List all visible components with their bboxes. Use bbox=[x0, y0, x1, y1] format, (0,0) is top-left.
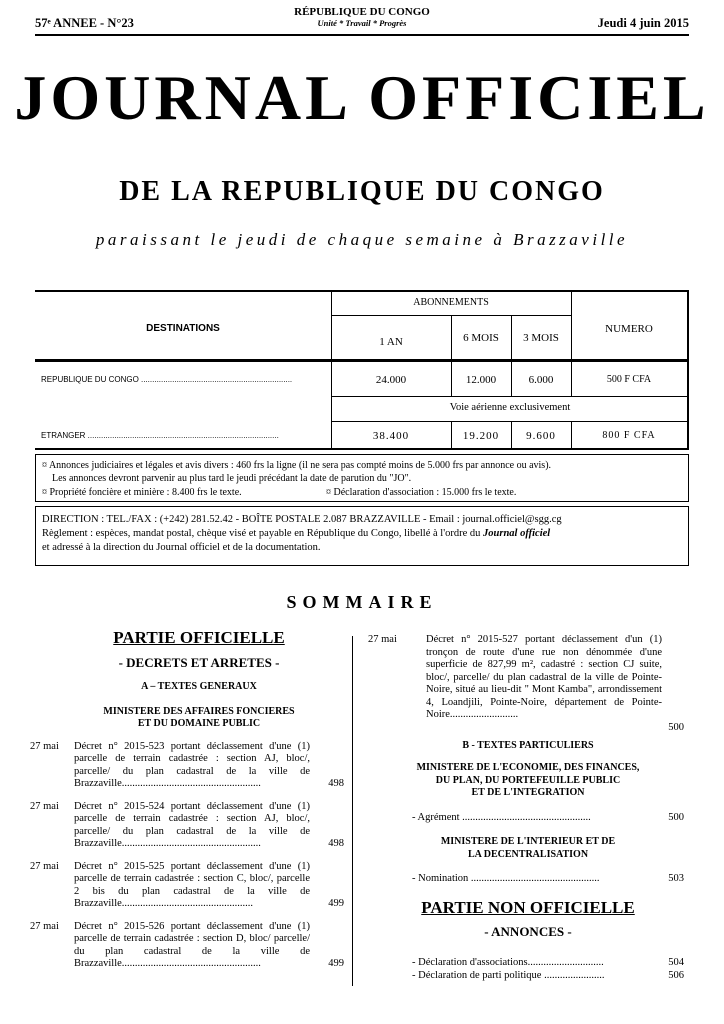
ministere-eco-1: MINISTERE DE L'ECONOMIE, DES FINANCES, bbox=[416, 762, 640, 773]
row-congo-6mois: 12.000 bbox=[465, 374, 497, 386]
national-motto: Unité * Travail * Progrès bbox=[317, 18, 407, 28]
decret-entry bbox=[30, 801, 348, 851]
row-etranger-1an: 38.400 bbox=[372, 430, 410, 442]
issue-number: 57ᵉ ANNEE - N°23 bbox=[35, 16, 134, 30]
subscription-table bbox=[35, 290, 689, 450]
nomination-page: 503 bbox=[668, 873, 684, 884]
decret-entry bbox=[30, 741, 348, 791]
entry-date: 27 mai bbox=[30, 860, 59, 872]
entry-text: Décret n° 2015-524 portant déclassement d'une (1) parcelle de terrain cadastrée : section AJ, bloc/, parcelle/ du plan cadastral de la ville de Brazzaville..................................................... bbox=[74, 800, 310, 849]
issue-date: Jeudi 4 juin 2015 bbox=[597, 16, 689, 30]
direction-contact: DIRECTION : TEL./FAX : (+242) 281.52.42 - BOÎTE POSTALE 2.087 BRAZZAVILLE - Email : journal.officiel@sgg.cg bbox=[42, 514, 562, 525]
column-separator bbox=[352, 636, 353, 986]
ministere-title-1: MINISTERE DES AFFAIRES FONCIERES bbox=[103, 705, 295, 717]
ministere-interieur-2: LA DECENTRALISATION bbox=[467, 848, 589, 860]
entry-date: 27 mai bbox=[30, 800, 59, 812]
entry-page: 499 bbox=[328, 898, 344, 909]
declaration-associations-label: - Déclaration d'associations............................. bbox=[412, 956, 604, 968]
agrement-label: - Agrément ................................................. bbox=[412, 811, 591, 823]
ministere-eco-2: DU PLAN, DU PORTEFEUILLE PUBLIC bbox=[435, 774, 621, 786]
col-3mois: 3 MOIS bbox=[523, 332, 559, 344]
header-rule bbox=[35, 34, 689, 36]
voie-aerienne: Voie aérienne exclusivement bbox=[449, 402, 571, 413]
ministere-title-2: ET DU DOMAINE PUBLIC bbox=[137, 718, 261, 729]
masthead-title: JOURNAL OFFICIEL bbox=[14, 62, 710, 133]
decret-entry bbox=[368, 634, 688, 733]
row-etranger-dest: ETRANGER ...................................................................................... bbox=[41, 431, 279, 440]
decret-entry bbox=[30, 921, 348, 971]
declaration-parti-label: - Déclaration de parti politique ....................... bbox=[412, 970, 605, 981]
row-congo-numero: 500 F CFA bbox=[606, 374, 652, 385]
journal-officiel-ref: Journal officiel bbox=[483, 528, 551, 539]
sommaire-left-column bbox=[30, 628, 348, 971]
numero-header: NUMERO bbox=[605, 323, 653, 335]
ministere-eco-3: ET DE L'INTEGRATION bbox=[471, 787, 585, 798]
ministere-interieur-1: MINISTERE DE L'INTERIEUR ET DE bbox=[440, 836, 616, 847]
entry-date: 27 mai bbox=[368, 634, 397, 645]
annonces-title: - ANNONCES - bbox=[484, 924, 572, 939]
entry-page: 500 bbox=[668, 722, 684, 733]
partie-officielle-title: PARTIE OFFICIELLE bbox=[113, 628, 285, 647]
agrement-page: 500 bbox=[668, 811, 684, 823]
decret-entry bbox=[30, 861, 348, 911]
masthead-tagline: paraissant le jeudi de chaque semaine à Brazzaville bbox=[95, 230, 629, 249]
direction-adresse: et adressé à la direction du Journal officiel et de la documentation. bbox=[42, 542, 321, 553]
nomination-entry bbox=[368, 873, 688, 886]
notice-line-1: ¤ Annonces judiciaires et légales et avis divers : 460 frs la ligne (il ne sera pas compté moins de 5.000 frs par annonce ou avis). bbox=[42, 460, 552, 471]
notice-line-3a: ¤ Propriété foncière et minière : 8.400 frs le texte. bbox=[42, 487, 242, 498]
destinations-header: DESTINATIONS bbox=[146, 323, 220, 334]
entry-page: 499 bbox=[328, 958, 344, 969]
direction-notice bbox=[35, 506, 689, 566]
agrement-entry bbox=[368, 812, 688, 825]
declaration-associations-entry bbox=[368, 957, 688, 970]
sommaire-right-column bbox=[368, 634, 688, 983]
row-etranger-3mois: 9.600 bbox=[526, 430, 556, 442]
partie-non-officielle-title: PARTIE NON OFFICIELLE bbox=[421, 897, 635, 917]
direction-reglement bbox=[42, 527, 550, 541]
country-name: RÉPUBLIQUE DU CONGO bbox=[294, 6, 430, 18]
entry-page: 498 bbox=[328, 838, 344, 849]
decrets-title: - DECRETS ET ARRETES - bbox=[118, 654, 280, 670]
declaration-parti-page: 506 bbox=[668, 970, 684, 981]
entry-page: 498 bbox=[328, 778, 344, 789]
row-congo-3mois: 6.000 bbox=[528, 374, 554, 386]
annonces-notice bbox=[35, 454, 689, 502]
declaration-associations-page: 504 bbox=[668, 956, 684, 968]
col-1an: 1 AN bbox=[379, 336, 403, 348]
row-etranger-6mois: 19.200 bbox=[462, 430, 500, 442]
nomination-label: - Nomination ................................................. bbox=[412, 873, 600, 884]
entry-text: Décret n° 2015-527 portant déclassement d'un (1) tronçon de route d'une rue non dénommée d'une superficie de 827,99 m², cadastré : section CJ suite, bloc/, parcelle/ du plan cadastral de la ville de Pointe-Noire, situé au lieu-dit " Mont Kamba", arrondissement 4, Loandjili, Pointe-Noire, département de Pointe-Noire.......................... bbox=[426, 634, 662, 720]
entry-date: 27 mai bbox=[30, 740, 59, 752]
notice-line-3b: ¤ Déclaration d'association : 15.000 frs le texte. bbox=[326, 487, 517, 498]
notice-line-2: Les annonces devront parvenir au plus tard le jeudi précédant la date de parution du "JO". bbox=[52, 473, 412, 484]
reglement-text: Règlement : espèces, mandat postal, chèque visé et payable en République du Congo, libellé à l'ordre du bbox=[42, 528, 484, 539]
entry-text: Décret n° 2015-523 portant déclassement d'une (1) parcelle de terrain cadastrée : section AJ, bloc/, parcelle/ du plan cadastral de la ville de Brazzaville..................................................... bbox=[74, 740, 310, 789]
row-congo-1an: 24.000 bbox=[375, 374, 407, 386]
declaration-parti-entry bbox=[368, 970, 688, 983]
row-congo-dest: REPUBLIQUE DU CONGO .................................................................... bbox=[41, 375, 293, 384]
row-etranger-numero: 800 F CFA bbox=[602, 430, 656, 441]
entry-text: Décret n° 2015-526 portant déclassement d'une (1) parcelle de terrain cadastrée : section D, bloc/ parcelle/ du plan cadastral de la ville de Brazzaville..................................................... bbox=[74, 920, 310, 969]
sommaire-title: SOMMAIRE bbox=[286, 592, 438, 612]
textes-generaux-title: A – TEXTES GENERAUX bbox=[141, 681, 257, 692]
col-6mois: 6 MOIS bbox=[463, 332, 499, 344]
textes-particuliers-title: B - TEXTES PARTICULIERS bbox=[462, 739, 594, 751]
entry-date: 27 mai bbox=[30, 920, 59, 932]
entry-text: Décret n° 2015-525 portant déclassement d'une (1) parcelle de terrain cadastrée : section C, bloc/, parcelle 2 bis du plan cadastral de la ville de Brazzaville.................................................. bbox=[74, 860, 310, 909]
abonnements-header: ABONNEMENTS bbox=[413, 297, 489, 308]
masthead-subtitle: DE LA REPUBLIQUE DU CONGO bbox=[119, 176, 605, 207]
